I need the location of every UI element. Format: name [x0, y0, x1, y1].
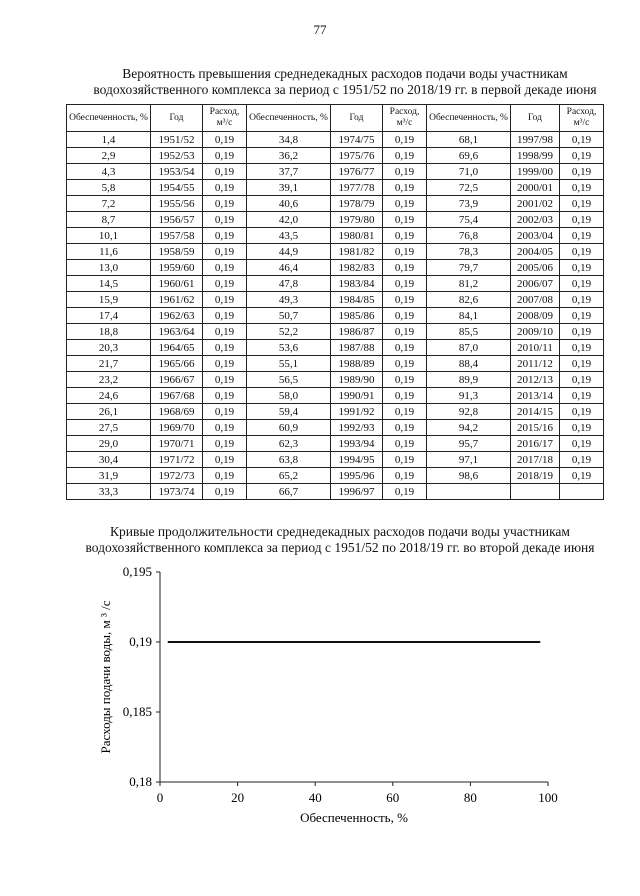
table-cell: 73,9: [427, 196, 511, 212]
table-cell: 2007/08: [511, 292, 560, 308]
table-cell: 2006/07: [511, 276, 560, 292]
table-cell: 0,19: [203, 292, 247, 308]
column-header: Год: [331, 105, 383, 132]
table-cell: 1989/90: [331, 372, 383, 388]
table-cell: 1973/74: [151, 484, 203, 500]
table-cell: 18,8: [67, 324, 151, 340]
table-cell: 2013/14: [511, 388, 560, 404]
table-cell: 75,4: [427, 212, 511, 228]
table-cell: 1976/77: [331, 164, 383, 180]
table-cell: 39,1: [247, 180, 331, 196]
x-tick-label: 80: [463, 790, 477, 805]
table-cell: 69,6: [427, 148, 511, 164]
table-cell: 24,6: [67, 388, 151, 404]
table-cell: 0,19: [203, 420, 247, 436]
table-cell: 0,19: [383, 468, 427, 484]
table-cell: 94,2: [427, 420, 511, 436]
table-cell: 2012/13: [511, 372, 560, 388]
table-cell: 0,19: [560, 356, 604, 372]
table-cell: 82,6: [427, 292, 511, 308]
table-row: [67, 164, 604, 180]
table-cell: 2008/09: [511, 308, 560, 324]
table-cell: 1975/76: [331, 148, 383, 164]
table-cell: 71,0: [427, 164, 511, 180]
table-cell: 1990/91: [331, 388, 383, 404]
table-cell: 0,19: [203, 148, 247, 164]
table-cell: 0,19: [560, 276, 604, 292]
table-cell: 88,4: [427, 356, 511, 372]
table-cell: 2010/11: [511, 340, 560, 356]
table-cell: 0,19: [560, 452, 604, 468]
table-cell: 14,5: [67, 276, 151, 292]
table-cell: 0,19: [383, 260, 427, 276]
table-cell: 2009/10: [511, 324, 560, 340]
table-cell: 2014/15: [511, 404, 560, 420]
table-cell: 1980/81: [331, 228, 383, 244]
table-cell: 1961/62: [151, 292, 203, 308]
page-number: 77: [313, 22, 327, 37]
table-cell: 0,19: [560, 244, 604, 260]
table-cell: 1987/88: [331, 340, 383, 356]
table-title-line-2: водохозяйственного комплекса за период с 1951/52 по 2018/19 гг. в первой декаде июня: [93, 82, 597, 97]
table-cell: 1962/63: [151, 308, 203, 324]
y-tick-label: 0,185: [122, 704, 152, 719]
table-header-row: [67, 105, 604, 132]
table-cell: 1978/79: [331, 196, 383, 212]
y-tick-label: 0,195: [122, 564, 152, 579]
table-row: [67, 260, 604, 276]
table-cell: 50,7: [247, 308, 331, 324]
table-cell: 53,6: [247, 340, 331, 356]
table-cell: 29,0: [67, 436, 151, 452]
table-cell: 76,8: [427, 228, 511, 244]
table-cell: 1958/59: [151, 244, 203, 260]
table-cell: 2003/04: [511, 228, 560, 244]
table-cell: 0,19: [383, 388, 427, 404]
table-cell: 58,0: [247, 388, 331, 404]
column-header: Расход, м³/с: [383, 105, 427, 132]
table-cell: 98,6: [427, 468, 511, 484]
table-cell: 1993/94: [331, 436, 383, 452]
table-cell: 2005/06: [511, 260, 560, 276]
table-cell: 2011/12: [511, 356, 560, 372]
table-cell: 0,19: [560, 148, 604, 164]
table-cell: [511, 484, 560, 500]
x-axis-label: Обеспеченность, %: [300, 810, 408, 825]
x-tick-label: 20: [231, 790, 245, 805]
table-cell: 0,19: [560, 196, 604, 212]
table-cell: 2002/03: [511, 212, 560, 228]
table-cell: 46,4: [247, 260, 331, 276]
table-cell: 0,19: [203, 356, 247, 372]
table-cell: 0,19: [560, 372, 604, 388]
table-cell: 81,2: [427, 276, 511, 292]
table-cell: 4,3: [67, 164, 151, 180]
table-cell: 47,8: [247, 276, 331, 292]
table-cell: 79,7: [427, 260, 511, 276]
table-cell: 0,19: [560, 164, 604, 180]
table-cell: 34,8: [247, 132, 331, 148]
table-cell: 0,19: [383, 164, 427, 180]
table-cell: 0,19: [560, 436, 604, 452]
table-cell: 1966/67: [151, 372, 203, 388]
table-cell: 1982/83: [331, 260, 383, 276]
x-tick-label: 0: [156, 790, 164, 805]
table-cell: 1983/84: [331, 276, 383, 292]
table-row: [67, 484, 604, 500]
table-cell: 0,19: [383, 276, 427, 292]
table-cell: 0,19: [203, 260, 247, 276]
table-cell: [427, 484, 511, 500]
table-cell: 1967/68: [151, 388, 203, 404]
table-cell: 59,4: [247, 404, 331, 420]
table-cell: 44,9: [247, 244, 331, 260]
table-row: [67, 468, 604, 484]
table-cell: 66,7: [247, 484, 331, 500]
table-cell: 1992/93: [331, 420, 383, 436]
table-cell: 0,19: [383, 196, 427, 212]
table-cell: 1969/70: [151, 420, 203, 436]
table-cell: 95,7: [427, 436, 511, 452]
table-row: [67, 308, 604, 324]
table-row: [67, 404, 604, 420]
table-cell: 1959/60: [151, 260, 203, 276]
table-cell: 0,19: [383, 452, 427, 468]
table-cell: 17,4: [67, 308, 151, 324]
table-cell: 0,19: [560, 324, 604, 340]
table-cell: 91,3: [427, 388, 511, 404]
table-cell: 0,19: [560, 132, 604, 148]
y-ticks: [123, 564, 160, 789]
table-cell: 2000/01: [511, 180, 560, 196]
table-cell: 0,19: [383, 324, 427, 340]
table-cell: 31,9: [67, 468, 151, 484]
table-cell: 56,5: [247, 372, 331, 388]
table-cell: 1964/65: [151, 340, 203, 356]
column-header: Обеспеченность, %: [247, 105, 331, 132]
table-cell: 0,19: [560, 308, 604, 324]
table-cell: 0,19: [383, 228, 427, 244]
table-row: [67, 420, 604, 436]
column-header: Год: [511, 105, 560, 132]
table-cell: 0,19: [203, 436, 247, 452]
table-cell: 1954/55: [151, 180, 203, 196]
table-cell: 1956/57: [151, 212, 203, 228]
table-row: [67, 132, 604, 148]
table-cell: 1985/86: [331, 308, 383, 324]
table-cell: 0,19: [560, 260, 604, 276]
table-cell: 92,8: [427, 404, 511, 420]
table-row: [67, 212, 604, 228]
chart-title: [50, 524, 630, 556]
table-cell: [560, 484, 604, 500]
table-cell: 0,19: [560, 340, 604, 356]
table-row: [67, 292, 604, 308]
table-cell: 0,19: [203, 276, 247, 292]
table-body: [67, 132, 604, 500]
table-cell: 40,6: [247, 196, 331, 212]
table-cell: 89,9: [427, 372, 511, 388]
table-cell: 0,19: [560, 404, 604, 420]
table-cell: 49,3: [247, 292, 331, 308]
table-cell: 43,5: [247, 228, 331, 244]
table-cell: 0,19: [383, 308, 427, 324]
duration-curve-chart: [70, 560, 590, 830]
table-cell: 2016/17: [511, 436, 560, 452]
table-cell: 27,5: [67, 420, 151, 436]
table-cell: 0,19: [383, 292, 427, 308]
table-cell: 2004/05: [511, 244, 560, 260]
table-cell: 1977/78: [331, 180, 383, 196]
table-cell: 10,1: [67, 228, 151, 244]
table-cell: 1963/64: [151, 324, 203, 340]
y-tick-label: 0,19: [129, 634, 152, 649]
table-cell: 52,2: [247, 324, 331, 340]
table-cell: 1996/97: [331, 484, 383, 500]
table-cell: 0,19: [383, 132, 427, 148]
table-cell: 60,9: [247, 420, 331, 436]
table-cell: 0,19: [203, 132, 247, 148]
table-cell: 0,19: [203, 484, 247, 500]
table-cell: 33,3: [67, 484, 151, 500]
table-cell: 78,3: [427, 244, 511, 260]
table-cell: 0,19: [383, 484, 427, 500]
table-cell: 0,19: [383, 180, 427, 196]
column-header: Обеспеченность, %: [427, 105, 511, 132]
table-cell: 30,4: [67, 452, 151, 468]
table-row: [67, 372, 604, 388]
table-row: [67, 228, 604, 244]
table-row: [67, 388, 604, 404]
table-cell: 97,1: [427, 452, 511, 468]
table-cell: 7,2: [67, 196, 151, 212]
table-cell: 68,1: [427, 132, 511, 148]
table-cell: 1984/85: [331, 292, 383, 308]
x-tick-label: 100: [538, 790, 558, 805]
table-row: [67, 340, 604, 356]
table-cell: 1951/52: [151, 132, 203, 148]
table-row: [67, 356, 604, 372]
table-cell: 1968/69: [151, 404, 203, 420]
table-cell: 23,2: [67, 372, 151, 388]
table-cell: 0,19: [203, 404, 247, 420]
table-cell: 0,19: [203, 180, 247, 196]
table-cell: 0,19: [203, 228, 247, 244]
chart-title-line-2: водохозяйственного комплекса за период с 1951/52 по 2018/19 гг. во второй декаде июня: [85, 540, 595, 555]
table-cell: 1960/61: [151, 276, 203, 292]
table-cell: 0,19: [203, 340, 247, 356]
table-title-line-1: Вероятность превышения среднедекадных расходов подачи воды участникам: [122, 66, 568, 81]
table-cell: 0,19: [383, 340, 427, 356]
table-cell: 1953/54: [151, 164, 203, 180]
table-cell: 87,0: [427, 340, 511, 356]
column-header: Расход, м³/с: [560, 105, 604, 132]
table-cell: 63,8: [247, 452, 331, 468]
table-cell: 62,3: [247, 436, 331, 452]
y-axis-label: Расходы подачи воды, м ³ /с: [98, 600, 113, 754]
table-cell: 1965/66: [151, 356, 203, 372]
x-tick-label: 60: [386, 790, 400, 805]
column-header: Расход, м³/с: [203, 105, 247, 132]
table-row: [67, 436, 604, 452]
table-cell: 1981/82: [331, 244, 383, 260]
table-cell: 20,3: [67, 340, 151, 356]
column-header: Обеспеченность, %: [67, 105, 151, 132]
table-row: [67, 324, 604, 340]
table-cell: 1979/80: [331, 212, 383, 228]
table-cell: 1971/72: [151, 452, 203, 468]
table-cell: 1955/56: [151, 196, 203, 212]
table-cell: 0,19: [560, 388, 604, 404]
table-cell: 37,7: [247, 164, 331, 180]
table-cell: 0,19: [383, 148, 427, 164]
table-cell: 36,2: [247, 148, 331, 164]
table-cell: 0,19: [383, 404, 427, 420]
table-cell: 85,5: [427, 324, 511, 340]
column-header: Год: [151, 105, 203, 132]
table-cell: 26,1: [67, 404, 151, 420]
chart-title-line-1: Кривые продолжительности среднедекадных расходов подачи воды участникам: [110, 524, 570, 539]
table-cell: 1974/75: [331, 132, 383, 148]
table-cell: 13,0: [67, 260, 151, 276]
table-cell: 1,4: [67, 132, 151, 148]
probability-table: [66, 104, 604, 500]
table-row: [67, 276, 604, 292]
table-cell: 0,19: [383, 356, 427, 372]
table-row: [67, 180, 604, 196]
table-cell: 0,19: [383, 436, 427, 452]
table-cell: 8,7: [67, 212, 151, 228]
table-cell: 84,1: [427, 308, 511, 324]
y-tick-label: 0,18: [129, 774, 152, 789]
table-cell: 0,19: [560, 468, 604, 484]
table-cell: 1972/73: [151, 468, 203, 484]
table-cell: 2018/19: [511, 468, 560, 484]
table-cell: 55,1: [247, 356, 331, 372]
table-cell: 0,19: [203, 212, 247, 228]
table-cell: 11,6: [67, 244, 151, 260]
table-cell: 0,19: [383, 372, 427, 388]
table-cell: 1994/95: [331, 452, 383, 468]
x-tick-label: 40: [308, 790, 322, 805]
table-cell: 0,19: [383, 212, 427, 228]
table-cell: 1970/71: [151, 436, 203, 452]
table-cell: 0,19: [203, 196, 247, 212]
table-cell: 0,19: [383, 244, 427, 260]
table-cell: 42,0: [247, 212, 331, 228]
table-cell: 0,19: [203, 308, 247, 324]
table-cell: 0,19: [203, 164, 247, 180]
table-cell: 1988/89: [331, 356, 383, 372]
table-cell: 0,19: [203, 388, 247, 404]
table-cell: 1986/87: [331, 324, 383, 340]
table-cell: 0,19: [203, 372, 247, 388]
table-cell: 1998/99: [511, 148, 560, 164]
table-cell: 0,19: [203, 452, 247, 468]
table-row: [67, 196, 604, 212]
table-cell: 1991/92: [331, 404, 383, 420]
table-cell: 0,19: [383, 420, 427, 436]
table-cell: 5,8: [67, 180, 151, 196]
table-cell: 0,19: [560, 292, 604, 308]
table-cell: 0,19: [203, 468, 247, 484]
table-row: [67, 452, 604, 468]
table-row: [67, 244, 604, 260]
table-cell: 2001/02: [511, 196, 560, 212]
table-cell: 0,19: [560, 420, 604, 436]
table-cell: 1957/58: [151, 228, 203, 244]
table-cell: 0,19: [203, 324, 247, 340]
table-cell: 15,9: [67, 292, 151, 308]
table-cell: 2,9: [67, 148, 151, 164]
table-row: [67, 148, 604, 164]
table-cell: 21,7: [67, 356, 151, 372]
table-cell: 1997/98: [511, 132, 560, 148]
table-cell: 1995/96: [331, 468, 383, 484]
table-cell: 0,19: [560, 180, 604, 196]
table-cell: 2015/16: [511, 420, 560, 436]
table-cell: 0,19: [560, 228, 604, 244]
table-cell: 72,5: [427, 180, 511, 196]
table-cell: 0,19: [203, 244, 247, 260]
table-cell: 1952/53: [151, 148, 203, 164]
table-cell: 1999/00: [511, 164, 560, 180]
table-title: [70, 66, 620, 98]
table-cell: 2017/18: [511, 452, 560, 468]
table-cell: 0,19: [560, 212, 604, 228]
table-cell: 65,2: [247, 468, 331, 484]
x-ticks: [157, 782, 558, 805]
